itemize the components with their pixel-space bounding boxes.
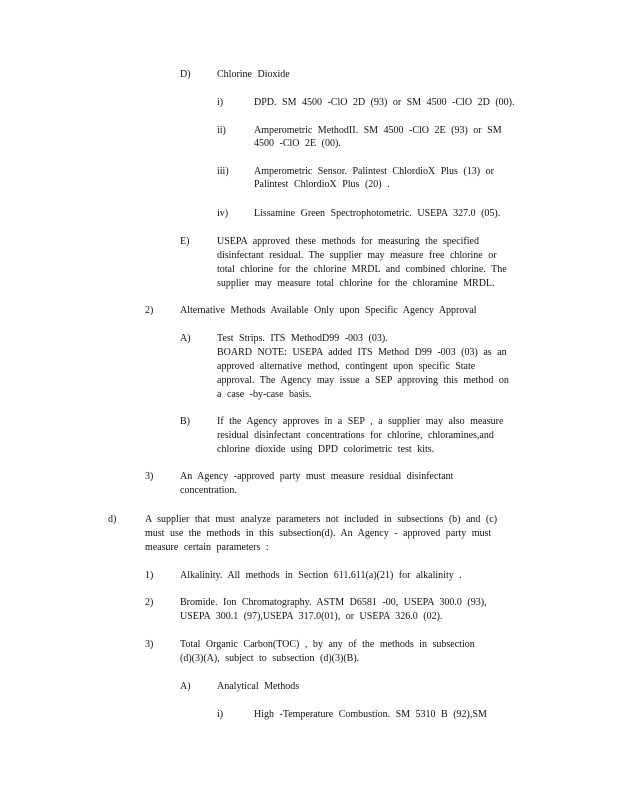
method-line: Lissamine Green Spectrophotometric. USEPA 327.0 (05).: [254, 208, 501, 219]
item-marker: i): [217, 709, 224, 720]
method-line: USEPA 300.1 (97),USEPA 317.0(01), or USEPA 326.0 (02).: [180, 611, 443, 622]
item-marker: 3): [145, 471, 154, 482]
item-marker: ii): [217, 125, 226, 136]
paragraph-line: must use the methods in this subsection(d). An Agency - approved party must: [145, 528, 492, 539]
item-marker: D): [180, 69, 191, 80]
item-marker: iv): [217, 208, 229, 219]
paragraph-line: measure certain parameters :: [145, 542, 269, 553]
paragraph-line: total chlorine for the chlorine MRDL and combined chlorine. The: [217, 264, 507, 275]
item-marker: iii): [217, 166, 229, 177]
paragraph-line: A supplier that must analyze parameters not included in subsections (b) and (c): [145, 514, 498, 525]
method-line: Palintest ChlordioX Plus (20) .: [254, 179, 390, 190]
paragraph-line: residual disinfectant concentrations for chlorine, chloramines,and: [217, 430, 494, 441]
paragraph-line: concentration.: [180, 485, 237, 496]
item-marker: B): [180, 416, 190, 427]
method-line: DPD. SM 4500 -ClO 2D (93) or SM 4500 -ClO 2D (00).: [254, 97, 515, 108]
paragraph-line: USEPA approved these methods for measuring the specified: [217, 236, 479, 247]
item-marker: 3): [145, 639, 154, 650]
paragraph-line: disinfectant residual. The supplier may measure free chlorine or: [217, 250, 497, 261]
item-marker: 2): [145, 597, 154, 608]
method-line: 4500 -ClO 2E (00).: [254, 138, 341, 149]
paragraph-line: supplier may measure total chlorine for the chloramine MRDL.: [217, 278, 495, 289]
section-heading: Chlorine Dioxide: [217, 69, 290, 80]
paragraph-line: Test Strips. ITS MethodD99 -003 (03).: [217, 333, 388, 344]
paragraph-line: An Agency -approved party must measure residual disinfectant: [180, 471, 454, 482]
paragraph-line: chlorine dioxide using DPD colorimetric test kits.: [217, 444, 435, 455]
section-heading: Alternative Methods Available Only upon Specific Agency Approval: [180, 305, 477, 316]
method-line: High -Temperature Combustion. SM 5310 B (92),SM: [254, 709, 487, 720]
item-marker: 2): [145, 305, 154, 316]
paragraph-line: approval. The Agency may issue a SEP approving this method on: [217, 375, 509, 386]
item-marker: E): [180, 236, 190, 247]
method-line: Bromide. Ion Chromatography. ASTM D6581 -00, USEPA 300.0 (93),: [180, 597, 487, 608]
item-marker: d): [108, 514, 117, 525]
item-marker: 1): [145, 570, 154, 581]
method-line: Amperometric MethodII. SM 4500 -ClO 2E (93) or SM: [254, 125, 502, 136]
item-marker: i): [217, 97, 224, 108]
method-line: (d)(3)(A), subject to subsection (d)(3)(B).: [180, 653, 360, 664]
paragraph-line: approved alternative method, contingent upon specific State: [217, 361, 476, 372]
section-heading: Analytical Methods: [217, 681, 300, 692]
method-line: Amperometric Sensor. Palintest ChlordioX Plus (13) or: [254, 166, 494, 177]
paragraph-line: If the Agency approves in a SEP , a supplier may also measure: [217, 416, 504, 427]
item-marker: A): [180, 333, 191, 344]
method-line: Alkalinity. All methods in Section 611.611(a)(21) for alkalinity .: [180, 570, 462, 581]
item-marker: A): [180, 681, 191, 692]
paragraph-line: BOARD NOTE: USEPA added ITS Method D99 -003 (03) as an: [217, 347, 507, 358]
method-line: Total Organic Carbon(TOC) , by any of the methods in subsection: [180, 639, 475, 650]
paragraph-line: a case -by-case basis.: [217, 389, 312, 400]
